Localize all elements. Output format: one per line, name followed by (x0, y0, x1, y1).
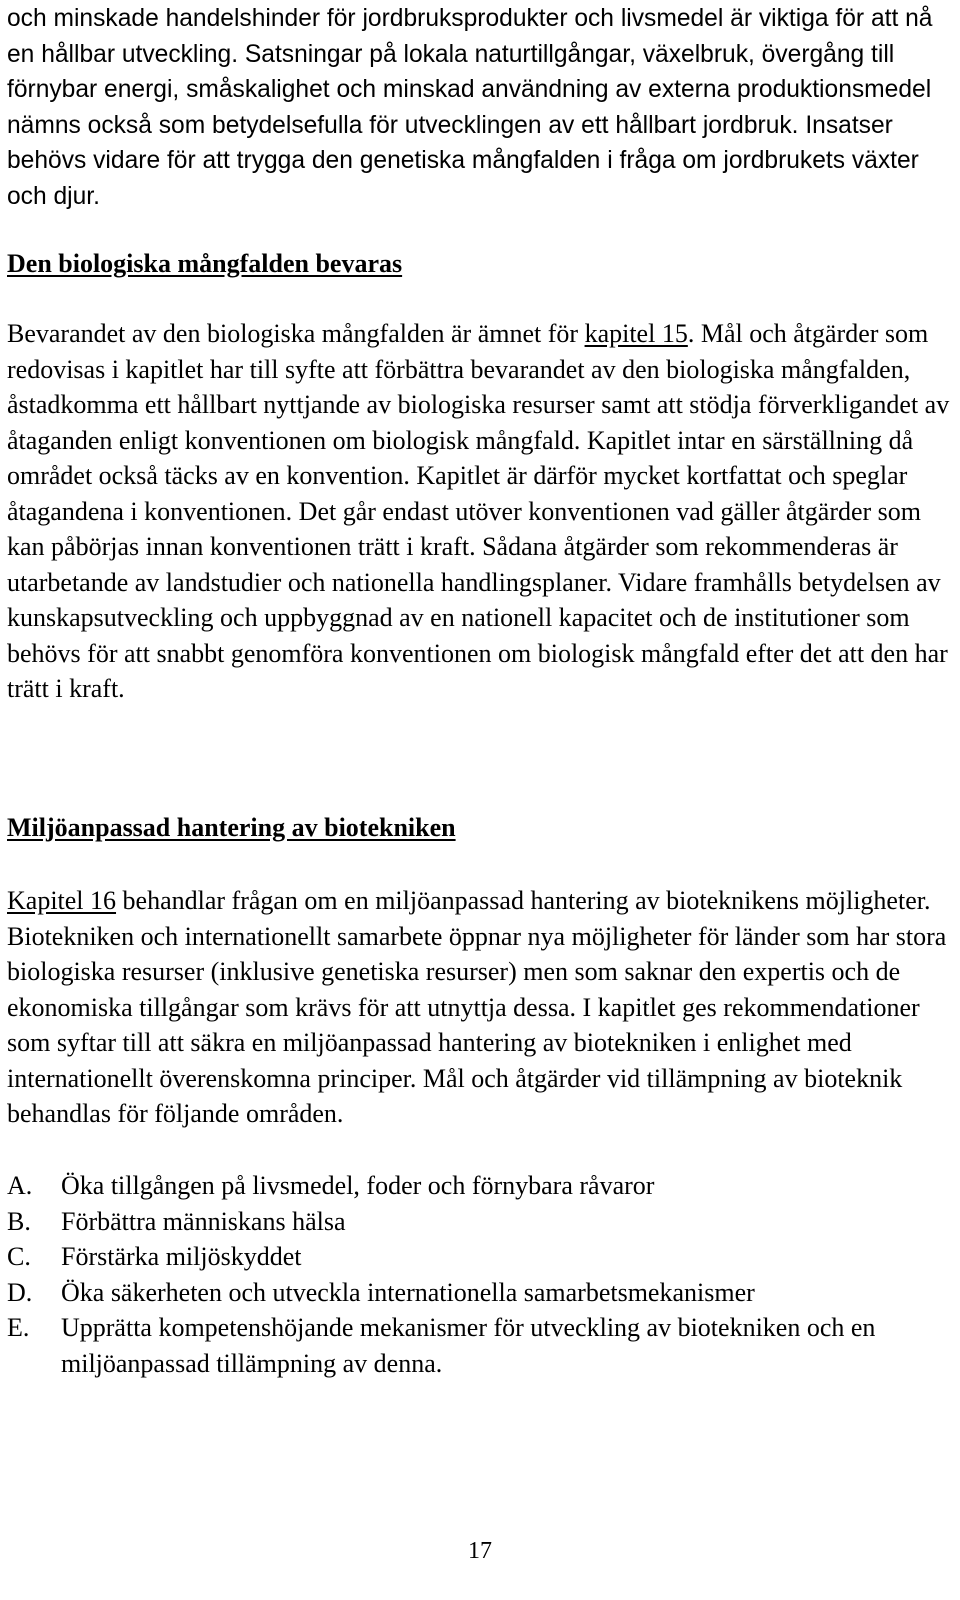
list-item (7, 1168, 957, 1204)
list-item (7, 1275, 957, 1311)
chapter-16-link[interactable]: Kapitel 16 (7, 886, 117, 915)
biotech-paragraph (7, 883, 957, 1132)
chapter-15-link[interactable]: kapitel 15 (584, 319, 688, 348)
biodiversity-paragraph (7, 316, 957, 707)
page-number: 17 (468, 1538, 492, 1564)
biotech-areas-list (7, 1168, 957, 1381)
biodiversity-body-text: . Mål och åtgärder som redovisas i kapitlet har till syfte att förbättra bevarandet av den biologiska mångfalden, åstadkomma ett hållbart nyttjande av biologiska resurser samt att stödja förverkligandet av åtaganden enligt konventionen om biologisk mångfald. Kapitlet intar en särställning då området också täcks av en konvention. Kapitlet är därför mycket kortfattat och speglar åtagandena i konventionen. Det går endast utöver konventionen vad gäller åtgärder som kan påbörjas innan konventionen trätt i kraft. Sådana åtgärder som rekommenderas är utarbetande av landstudier och nationella handlingsplaner. Vidare framhålls betydelsen av kunskapsutveckling och uppbyggnad av en nationell kapacitet och de institutioner som behövs för att snabbt genomföra konventionen om biologisk mångfald efter det att den har trätt i kraft. (7, 319, 950, 703)
list-item (7, 1239, 957, 1275)
list-item (7, 1204, 957, 1240)
list-item-letter: A. (7, 1171, 33, 1200)
list-item (7, 1310, 957, 1381)
section-heading-biotech: Miljöanpassad hantering av biotekniken (7, 813, 456, 842)
biodiversity-lead-text: Bevarandet av den biologiska mångfalden är ämnet för (7, 319, 585, 348)
list-item-text: Upprätta kompetenshöjande mekanismer för utveckling av biotekniken och en miljöanpassad tillämpning av denna. (61, 1313, 876, 1378)
biotech-body-text: behandlar frågan om en miljöanpassad hantering av bioteknikens möjligheter. Biotekniken och internationellt samarbete öppnar nya möjligheter för länder som har stora biologiska resurser (inklusive genetiska resurser) men som saknar den expertis och de ekonomiska tillgångar som krävs för att utnyttja dessa. I kapitlet ges rekommendationer som syftar till att säkra en miljöanpassad hantering av biotekniken i enlighet med internationellt överenskomna principer. Mål och åtgärder vid tillämpning av bioteknik behandlas för följande områden. (7, 886, 947, 1128)
list-item-letter: C. (7, 1242, 31, 1271)
list-item-text: Öka säkerheten och utveckla internationella samarbetsmekanismer (61, 1277, 755, 1307)
list-item-letter: B. (7, 1206, 31, 1236)
list-item-text: Förbättra människans hälsa (61, 1206, 346, 1236)
list-item-letter: D. (7, 1277, 33, 1307)
section-heading-biodiversity: Den biologiska mångfalden bevaras (7, 249, 403, 278)
list-item-text: Öka tillgången på livsmedel, foder och förnybara råvaror (61, 1171, 655, 1200)
list-item-letter: E. (7, 1313, 30, 1342)
list-item-text: Förstärka miljöskyddet (61, 1242, 302, 1271)
intro-paragraph: och minskade handelshinder för jordbruksprodukter och livsmedel är viktiga för att nå en hållbar utveckling. Satsningar på lokala naturtillgångar, växelbruk, övergång till förnybar energi, småskalighet och minskad användning av externa produktionsmedel nämns också som betydelsefulla för utvecklingen av ett hållbart jordbruk. Insatser behövs vidare för att trygga den genetiska mångfalden i fråga om jordbrukets växter och djur. (7, 5, 933, 210)
